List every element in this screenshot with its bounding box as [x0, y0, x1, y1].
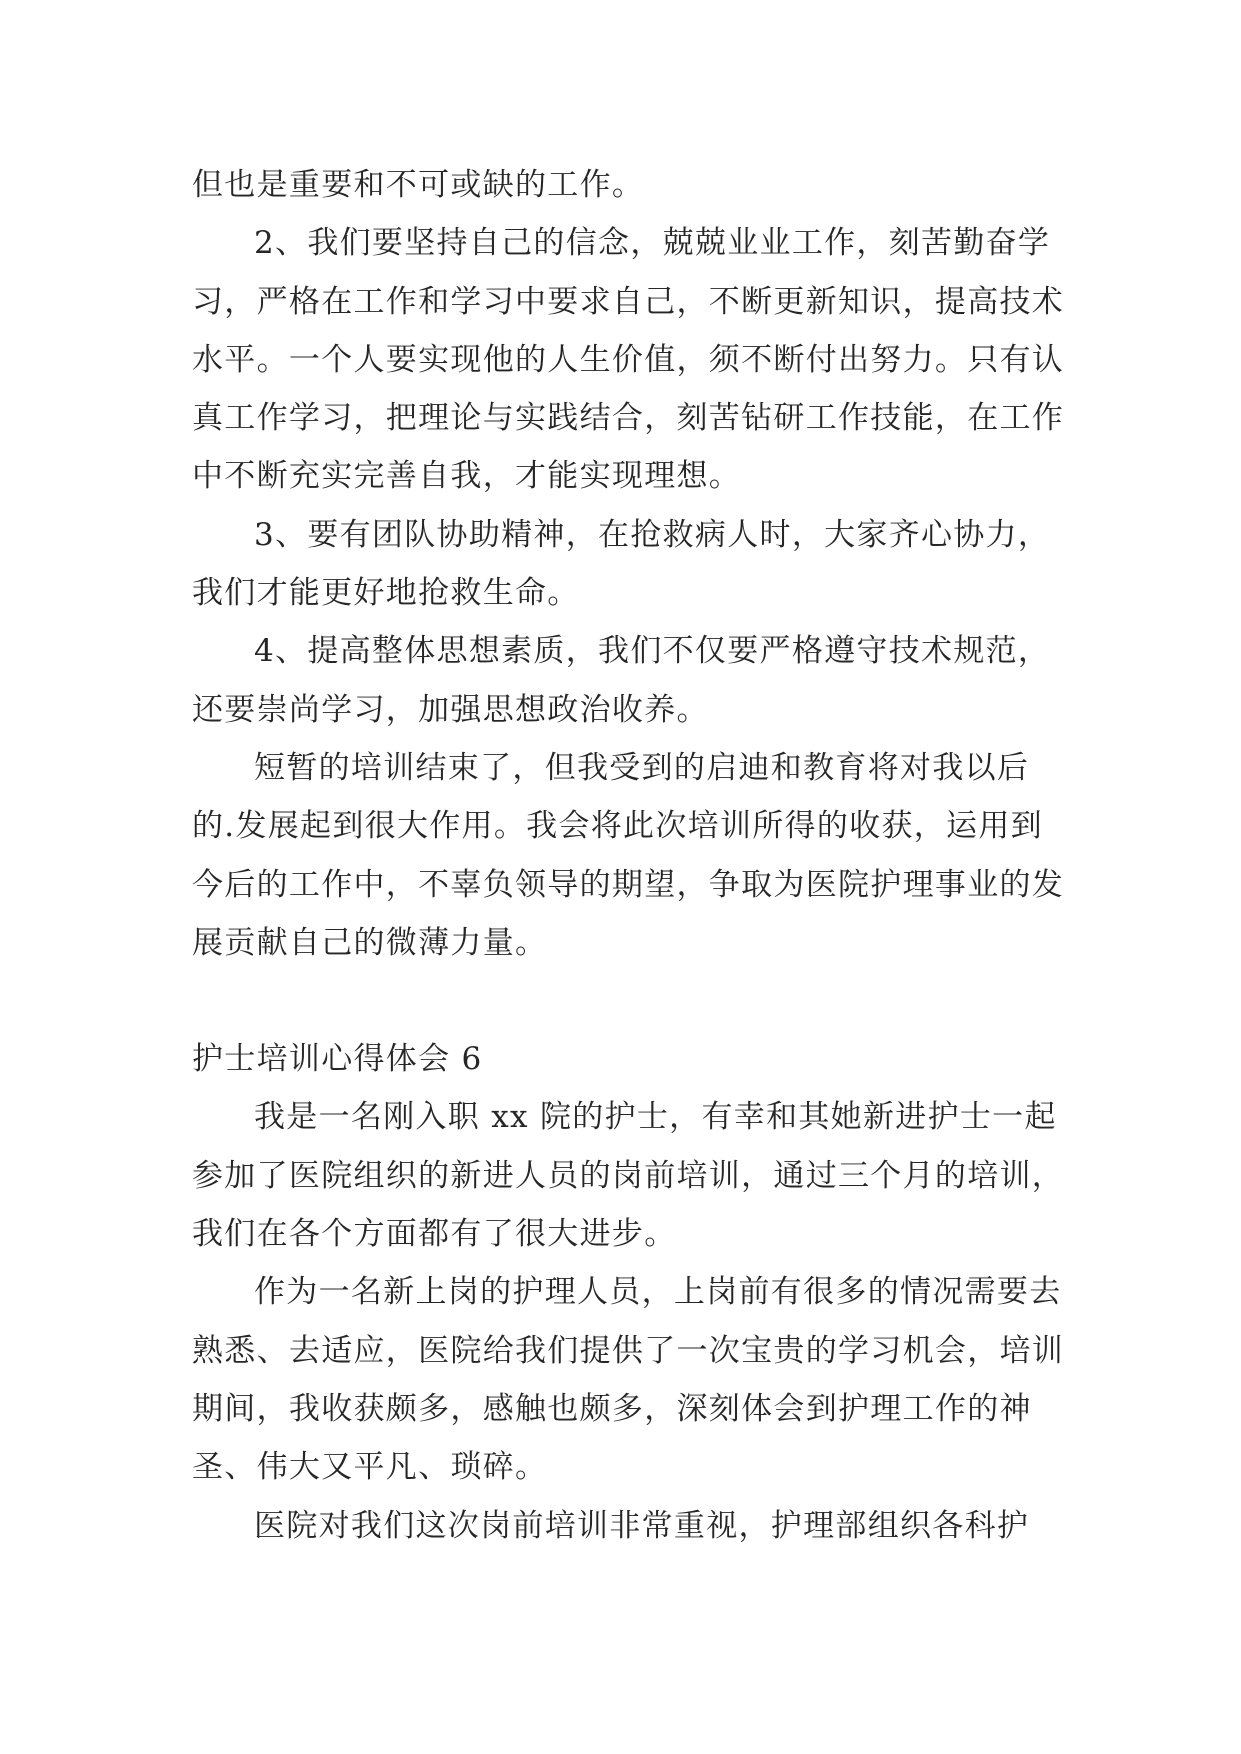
paragraph-point-3: 3、要有团队协助精神，在抢救病人时，大家齐心协力，我们才能更好地抢救生命。	[192, 516, 1051, 612]
paragraph-experience: 作为一名新上岗的护理人员，上岗前有很多的情况需要去熟悉、去适应，医院给我们提供了一次宝贵的学习机会，培训期间，我收获颇多，感触也颇多，深刻体会到护理工作的神圣、伟大又平凡、琐碎。	[192, 1274, 1065, 1486]
paragraph-point-4: 4、提高整体思想素质，我们不仅要严格遵守技术规范，还要崇尚学习，加强思想政治收养。	[192, 633, 1051, 728]
paragraph-point-2: 2、我们要坚持自己的信念，兢兢业业工作，刻苦勤奋学习，严格在工作和学习中要求自己，不断更新知识，提高技术水平。一个人要实现他的人生价值，须不断付出努力。只有认真工作学习，把理论与实践结合，刻苦钻研工作技能，在工作中不断充实完善自我，才能实现理想。	[192, 225, 1065, 495]
section-spacer	[192, 972, 1072, 1030]
document-body	[192, 156, 1072, 1555]
section-title: 护士培训心得体会 6	[192, 1041, 483, 1078]
paragraph-training: 医院对我们这次岗前培训非常重视，护理部组织各科护	[254, 1507, 1030, 1544]
paragraph-continuation: 但也是重要和不可或缺的工作。	[192, 167, 645, 203]
paragraph-conclusion: 短暂的培训结束了，但我受到的启迪和教育将对我以后的.发展起到很大作用。我会将此次培训所得的收获，运用到今后的工作中，不辜负领导的期望，争取为医院护理事业的发展贡献自己的微薄力量。	[192, 749, 1065, 961]
paragraph-intro: 我是一名刚入职 xx 院的护士，有幸和其她新进护士一起参加了医院组织的新进人员的岗前培训，通过三个月的培训，我们在各个方面都有了很大进步。	[192, 1099, 1065, 1253]
